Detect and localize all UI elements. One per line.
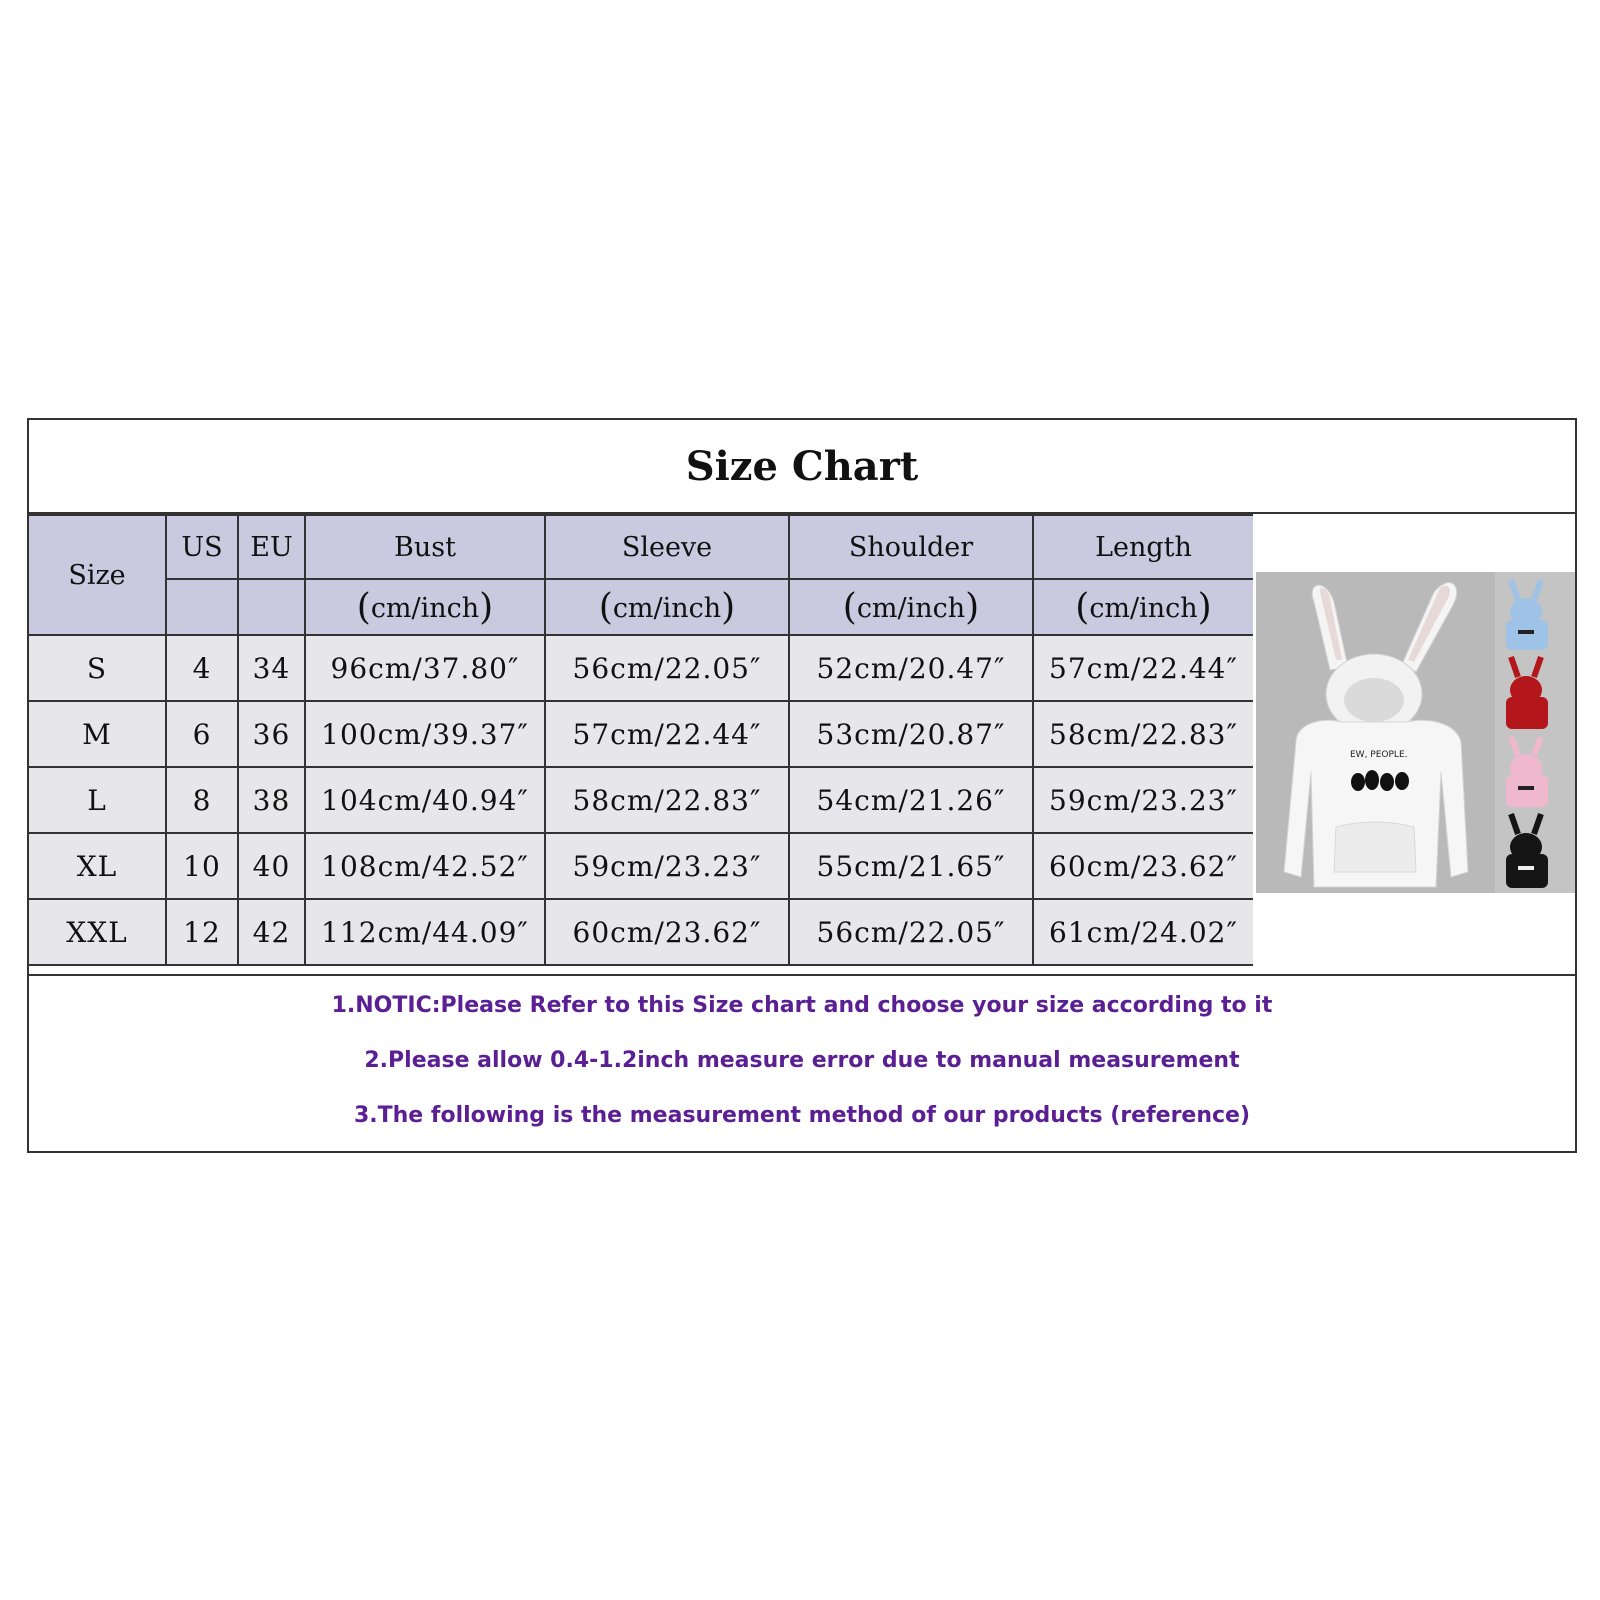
hoodie-print-text: EW, PEOPLE.: [1350, 750, 1408, 760]
size-table: [29, 514, 1253, 966]
header-eu: EU: [238, 515, 305, 579]
cell-sleeve: 56cm/22.05″: [545, 635, 789, 701]
unit-length: (cm/inch): [1033, 579, 1253, 635]
cell-sleeve: 59cm/23.23″: [545, 833, 789, 899]
size-chart-frame: [27, 418, 1577, 1153]
product-photo: [1256, 572, 1575, 893]
cell-length: 60cm/23.62″: [1033, 833, 1253, 899]
cell-shoulder: 53cm/20.87″: [789, 701, 1033, 767]
cell-shoulder: 52cm/20.47″: [789, 635, 1033, 701]
table-header-row: [29, 515, 1253, 579]
cell-shoulder: 54cm/21.26″: [789, 767, 1033, 833]
cell-size: S: [29, 635, 166, 701]
table-row: [29, 899, 1253, 965]
header-bust: Bust: [305, 515, 545, 579]
unit-shoulder: (cm/inch): [789, 579, 1033, 635]
cell-bust: 112cm/44.09″: [305, 899, 545, 965]
header-shoulder: Shoulder: [789, 515, 1033, 579]
cell-eu: 42: [238, 899, 305, 965]
cell-us: 8: [166, 767, 238, 833]
cell-us: 6: [166, 701, 238, 767]
cell-size: XXL: [29, 899, 166, 965]
header-length: Length: [1033, 515, 1253, 579]
note-2: 2.Please allow 0.4-1.2inch measure error due to manual measurement: [364, 1048, 1240, 1073]
cell-length: 58cm/22.83″: [1033, 701, 1253, 767]
cell-length: 59cm/23.23″: [1033, 767, 1253, 833]
size-chart-title: Size Chart: [29, 420, 1575, 514]
unit-sleeve: (cm/inch): [545, 579, 789, 635]
cell-sleeve: 57cm/22.44″: [545, 701, 789, 767]
cell-bust: 104cm/40.94″: [305, 767, 545, 833]
notes-section: [29, 974, 1575, 1153]
cell-us: 10: [166, 833, 238, 899]
cell-eu: 40: [238, 833, 305, 899]
cell-eu: 38: [238, 767, 305, 833]
table-row: [29, 767, 1253, 833]
hoodie-illustration: [1256, 572, 1575, 893]
cell-shoulder: 56cm/22.05″: [789, 899, 1033, 965]
unit-us-empty: [166, 579, 238, 635]
cell-us: 4: [166, 635, 238, 701]
cell-size: XL: [29, 833, 166, 899]
cell-size: L: [29, 767, 166, 833]
header-sleeve: Sleeve: [545, 515, 789, 579]
header-us: US: [166, 515, 238, 579]
cell-size: M: [29, 701, 166, 767]
unit-eu-empty: [238, 579, 305, 635]
cell-sleeve: 58cm/22.83″: [545, 767, 789, 833]
note-3: 3.The following is the measurement method of our products (reference): [353, 1103, 1251, 1128]
cell-us: 12: [166, 899, 238, 965]
table-row: [29, 635, 1253, 701]
note-1: 1.NOTIC:Please Refer to this Size chart and choose your size according to it: [331, 993, 1273, 1018]
table-row: [29, 701, 1253, 767]
cell-shoulder: 55cm/21.65″: [789, 833, 1033, 899]
cell-bust: 100cm/39.37″: [305, 701, 545, 767]
cell-bust: 96cm/37.80″: [305, 635, 545, 701]
cell-length: 61cm/24.02″: [1033, 899, 1253, 965]
cell-bust: 108cm/42.52″: [305, 833, 545, 899]
table-unit-row: [29, 579, 1253, 635]
unit-bust: (cm/inch): [305, 579, 545, 635]
cell-sleeve: 60cm/23.62″: [545, 899, 789, 965]
cell-eu: 36: [238, 701, 305, 767]
header-size: Size: [29, 515, 166, 635]
table-row: [29, 833, 1253, 899]
cell-length: 57cm/22.44″: [1033, 635, 1253, 701]
cell-eu: 34: [238, 635, 305, 701]
